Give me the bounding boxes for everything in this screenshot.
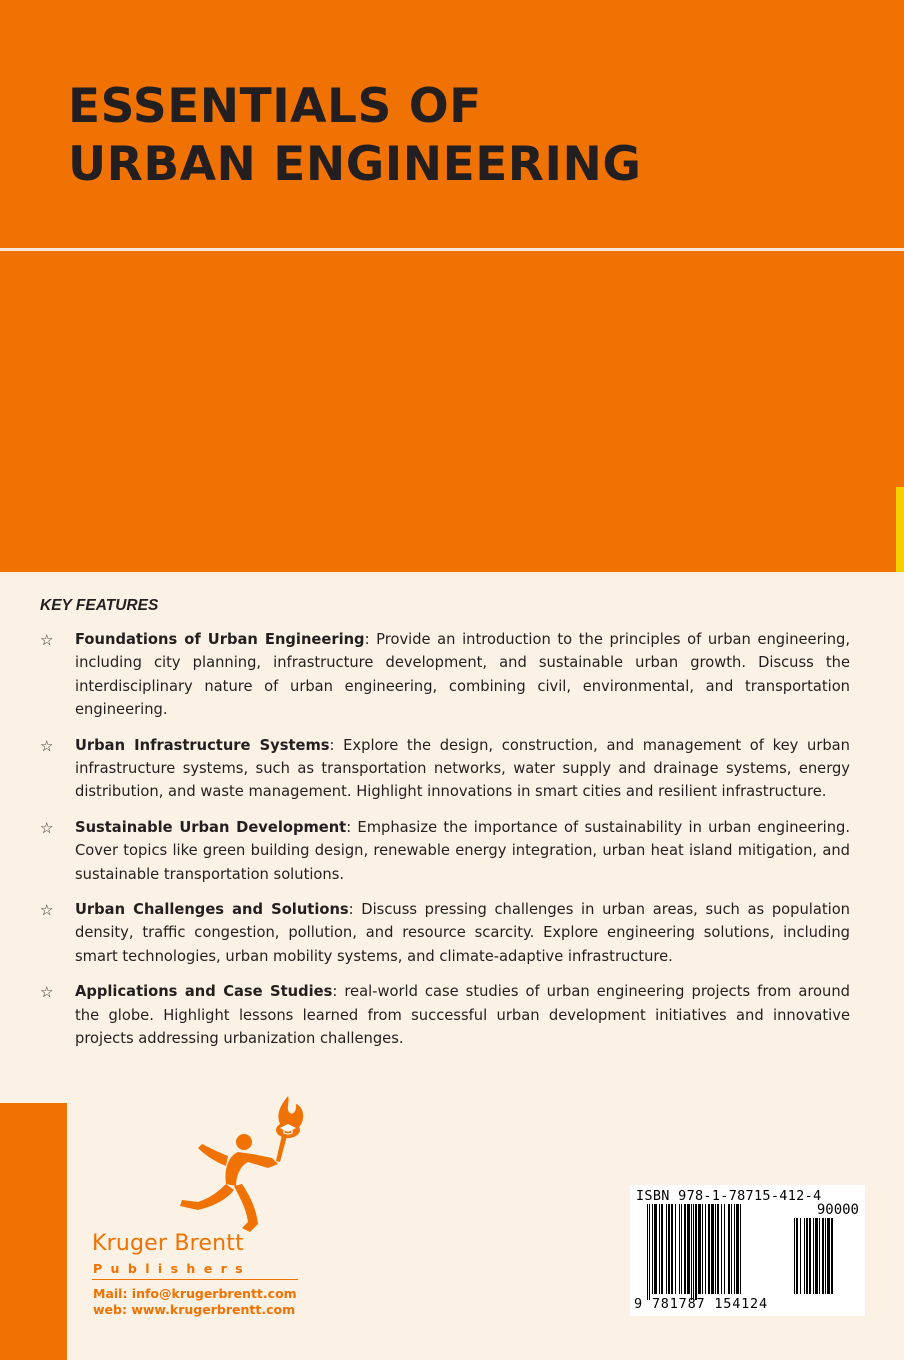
star-bullet-icon: ☆	[40, 818, 54, 837]
publisher-web: web: www.krugerbrentt.com	[93, 1302, 296, 1317]
star-bullet-icon: ☆	[40, 631, 54, 649]
barcode-bars	[647, 1204, 792, 1300]
runner-with-torch-icon	[176, 1092, 311, 1247]
feature-item	[40, 628, 850, 722]
feature-body: : Discuss pressing challenges in urban areas, such as population density, traffic congestion, pollution, and resource scarcity. Explore engineering solutions, including smart technologies, urban mobility systems, and climate-adaptive infrastructure.	[75, 901, 850, 965]
isbn-barcode	[630, 1185, 865, 1316]
title-line-1: ESSENTIALS OF	[68, 79, 482, 134]
star-bullet-icon: ☆	[40, 901, 54, 920]
barcode-digits: 9 781787 154124	[634, 1296, 768, 1312]
title-line-2: URBAN ENGINEERING	[68, 137, 642, 192]
feature-body: : Provide an introduction to the principles of urban engineering, including city planning, infrastructure development, and sustainable urban growth. Discuss the interdisciplinary nature of urban engineering, combining civil, environmental, and transportation engineering.	[75, 631, 850, 719]
key-features-heading: KEY FEATURES	[40, 597, 159, 614]
feature-text	[75, 628, 850, 722]
cover-bottom-bar	[0, 1103, 67, 1360]
feature-title: Urban Infrastructure Systems	[75, 736, 330, 754]
feature-text	[75, 980, 850, 1050]
feature-item	[40, 898, 850, 968]
key-features-list	[40, 628, 850, 1063]
feature-text	[75, 734, 850, 804]
publisher-subtitle: Publishers	[93, 1261, 251, 1276]
feature-item	[40, 980, 850, 1050]
feature-text	[75, 898, 850, 968]
feature-title: Foundations of Urban Engineering	[75, 631, 365, 648]
publisher-name: Kruger Brentt	[92, 1231, 244, 1256]
barcode-addon-bars	[794, 1218, 858, 1300]
star-bullet-icon: ☆	[40, 736, 54, 755]
feature-title: Sustainable Urban Development	[75, 818, 347, 836]
feature-title: Urban Challenges and Solutions	[75, 901, 349, 919]
publisher-divider	[92, 1279, 298, 1280]
spine-color-mark	[896, 487, 904, 572]
feature-body: : Emphasize the importance of sustainability in urban engineering. Cover topics like green building design, renewable energy integration, urban heat island mitigation, and sustainable transportation solutions.	[75, 818, 850, 883]
publisher-mail: Mail: info@krugerbrentt.com	[93, 1286, 297, 1301]
book-title	[68, 78, 641, 194]
feature-item	[40, 816, 850, 886]
feature-text	[75, 816, 850, 886]
isbn-number: ISBN 978-1-78715-412-4	[636, 1188, 822, 1204]
price-code: 90000	[816, 1202, 859, 1218]
feature-body: : real-world case studies of urban engineering projects from around the globe. Highlight lessons learned from successful urban development initiatives and innovative projects addressing urbanization challenges.	[75, 983, 850, 1048]
feature-body: : Explore the design, construction, and management of key urban infrastructure systems, such as transportation networks, water supply and drainage systems, energy distribution, and waste management. Highlight innovations in smart cities and resilient infrastructure.	[75, 736, 850, 801]
feature-item	[40, 734, 850, 804]
feature-title: Applications and Case Studies	[75, 983, 333, 1001]
title-divider	[0, 248, 904, 251]
star-bullet-icon: ☆	[40, 983, 54, 1002]
